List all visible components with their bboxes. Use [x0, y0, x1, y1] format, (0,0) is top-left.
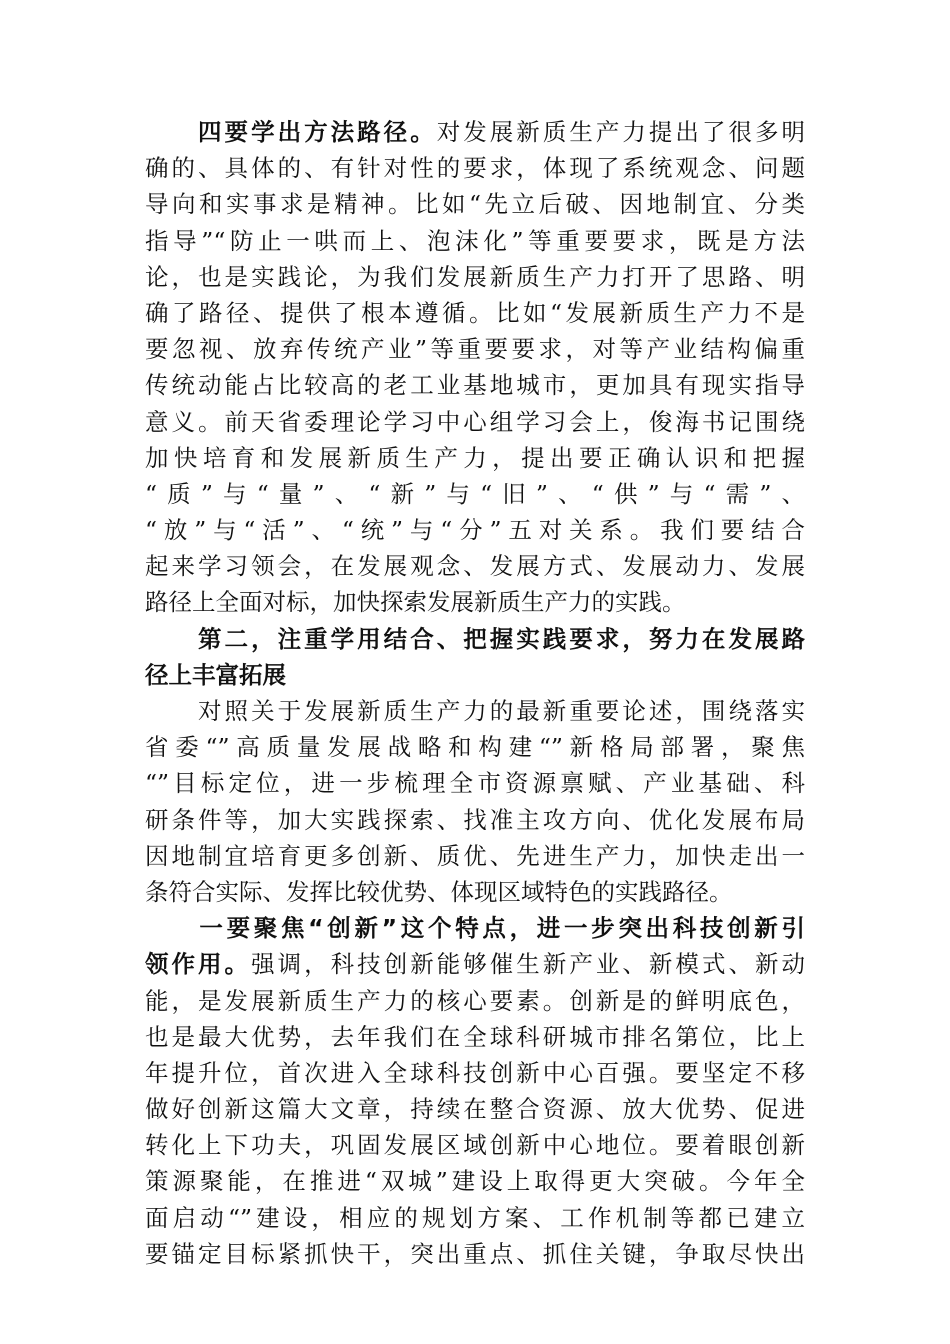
text-line: 路径上全面对标，加快探索发展新质生产力的实践。	[145, 588, 686, 617]
paragraph-innovation	[145, 910, 805, 1272]
text-line	[145, 910, 805, 946]
text-line: 研条件等，加大实践探索、找准主攻方向、优化发展布局	[145, 805, 805, 834]
text-line: “”目标定位，进一步梳理全市资源禀赋、产业基础、科	[145, 769, 805, 798]
text-line: 指导”“防止一哄而上、泡沫化”等重要要求，既是方法	[145, 226, 805, 255]
text-line: “质”与“量”、“新”与“旧”、“供”与“需”、	[145, 479, 805, 508]
text-line: 意义。前天省委理论学习中心组学习会上，俊海书记围绕	[145, 407, 805, 436]
text-line: 要忽视、放弃传统产业”等重要要求，对等产业结构偏重	[145, 335, 805, 364]
text-line	[145, 946, 805, 982]
text-line: 论，也是实践论，为我们发展新质生产力打开了思路、明	[145, 262, 805, 291]
text-line: 省委“”高质量发展战略和构建“”新格局部署，聚焦	[145, 733, 805, 762]
text-line: 因地制宜培育更多创新、质优、先进生产力，加快走出一	[145, 841, 805, 870]
paragraph-intro	[145, 693, 805, 910]
text-line: 加快培育和发展新质生产力，提出要正确认识和把握	[145, 443, 805, 472]
bold-lead-text: 四要学出方法路径。	[145, 118, 437, 146]
text-line: 策源聚能，在推进“双城”建设上取得更大突破。今年全	[145, 1167, 805, 1196]
text-line: 能，是发展新质生产力的核心要素。创新是的鲜明底色，	[145, 986, 805, 1015]
section-heading	[145, 621, 805, 693]
text-line: 导向和实事求是精神。比如“先立后破、因地制宜、分类	[145, 190, 805, 219]
heading-line: 径上丰富拓展	[145, 660, 286, 689]
line-rest: 强调，科技创新能够催生新产业、新模式、新动	[251, 950, 805, 979]
line-rest: 对发展新质生产力提出了很多明	[436, 118, 805, 146]
paragraph-methods-path	[145, 114, 805, 621]
text-line: 面启动“”建设，相应的规划方案、工作机制等都已建立	[145, 1203, 805, 1232]
bold-lead-text: 领作用。	[145, 950, 252, 979]
text-line: 传统动能占比较高的老工业基地城市，更加具有现实指导	[145, 371, 805, 400]
text-line: 要锚定目标紧抓快干，突出重点、抓住关键，争取尽快出	[145, 1239, 805, 1268]
text-line: 确的、具体的、有针对性的要求，体现了系统观念、问题	[145, 154, 805, 183]
text-line: “放”与“活”、“统”与“分”五对关系。我们要结合	[145, 516, 805, 545]
heading-line: 第二，注重学用结合、把握实践要求，努力在发展路	[145, 624, 805, 653]
text-line: 确了路径、提供了根本遵循。比如“发展新质生产力不是	[145, 298, 805, 327]
text-line: 也是最大优势，去年我们在全球科研城市排名第位，比上	[145, 1022, 805, 1051]
text-line: 做好创新这篇大文章，持续在整合资源、放大优势、促进	[145, 1095, 805, 1124]
text-line: 条符合实际、发挥比较优势、体现区域特色的实践路径。	[145, 877, 733, 906]
text-line: 转化上下功夫，巩固发展区域创新中心地位。要着眼创新	[145, 1131, 805, 1160]
text-line	[145, 114, 805, 150]
text-line: 对照关于发展新质生产力的最新重要论述，围绕落实	[145, 697, 805, 725]
text-line: 起来学习领会，在发展观念、发展方式、发展动力、发展	[145, 552, 805, 581]
text-line: 年提升位，首次进入全球科技创新中心百强。要坚定不移	[145, 1058, 805, 1087]
bold-lead-text: 一要聚焦“创新”这个特点，进一步突出科技创新引	[145, 914, 805, 943]
document-body	[145, 114, 805, 1272]
